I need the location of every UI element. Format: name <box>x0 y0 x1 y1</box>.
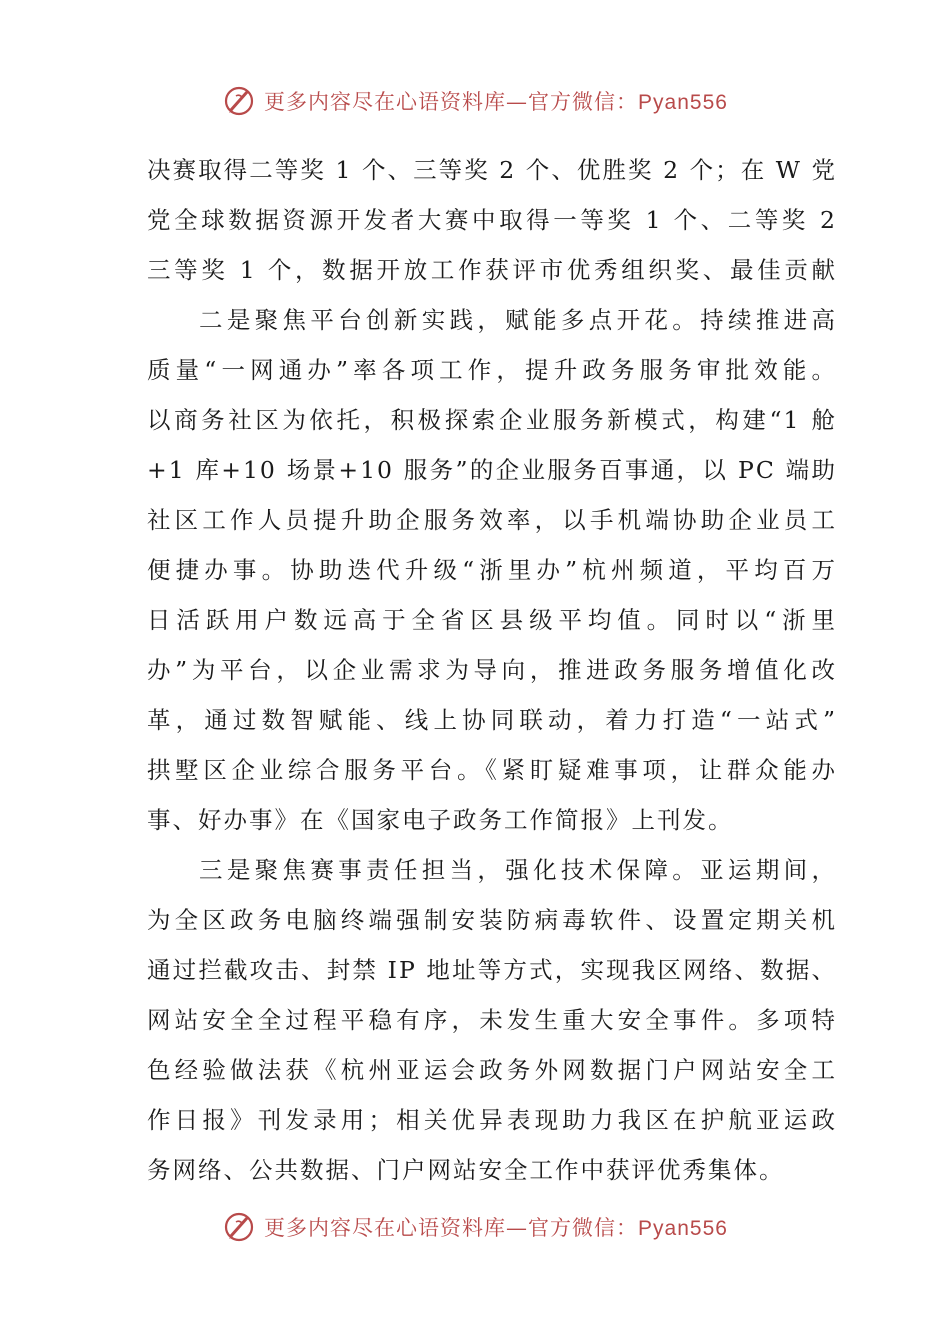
text-line: 通过拦截攻击、封禁 IP 地址等方式，实现我区网络、数据、 <box>147 956 837 984</box>
text-line: 办”为平台，以企业需求为导向，推进政务服务增值化改 <box>147 656 837 684</box>
pen-logo-icon <box>222 84 256 118</box>
paragraph-2-start: 二是聚焦平台创新实践，赋能多点开花。持续推进高 <box>199 306 837 334</box>
text-line: 事、好办事》在《国家电子政务工作简报》上刊发。 <box>147 806 734 834</box>
paragraph-3-start: 三是聚焦赛事责任担当，强化技术保障。亚运期间， <box>199 856 837 884</box>
text-line: 便捷办事。协助迭代升级“浙里办”杭州频道，平均百万 <box>147 556 837 584</box>
text-line: 网站安全全过程平稳有序，未发生重大安全事件。多项特 <box>147 1006 837 1034</box>
text-line: 革，通过数智赋能、线上协同联动，着力打造“一站式” <box>147 706 837 734</box>
text-line: 日活跃用户数远高于全省区县级平均值。同时以“浙里 <box>147 606 837 634</box>
text-line: 党全球数据资源开发者大赛中取得一等奖 1 个、二等奖 2 <box>147 206 837 234</box>
text-line: 质量“一网通办”率各项工作，提升政务服务审批效能。 <box>147 356 837 384</box>
watermark-text: 更多内容尽在心语资料库—官方微信：Pyan556 <box>264 90 728 114</box>
pen-logo-icon <box>222 1210 256 1244</box>
footer-watermark <box>0 1210 950 1244</box>
text-line: 以商务社区为依托，积极探索企业服务新模式，构建“1 舱 <box>147 406 837 434</box>
text-line: 三等奖 1 个，数据开放工作获评市优秀组织奖、最佳贡献 <box>147 256 837 284</box>
wechat-id: Pyan556 <box>638 1217 728 1240</box>
text-line: 作日报》刊发录用；相关优异表现助力我区在护航亚运政 <box>147 1106 837 1134</box>
text-line: +1 库+10 场景+10 服务”的企业服务百事通，以 PC 端助 <box>147 456 837 484</box>
text-line: 务网络、公共数据、门户网站安全工作中获评优秀集体。 <box>147 1156 785 1184</box>
text-line: 为全区政务电脑终端强制安装防病毒软件、设置定期关机 <box>147 906 837 934</box>
header-watermark <box>0 84 950 118</box>
text-line: 社区工作人员提升助企服务效率，以手机端协助企业员工 <box>147 506 837 534</box>
text-line: 决赛取得二等奖 1 个、三等奖 2 个、优胜奖 2 个；在 W 党 <box>147 156 837 184</box>
document-body <box>147 145 837 1195</box>
text-line: 色经验做法获《杭州亚运会政务外网数据门户网站安全工 <box>147 1056 837 1084</box>
watermark-text: 更多内容尽在心语资料库—官方微信：Pyan556 <box>264 1216 728 1240</box>
wechat-id: Pyan556 <box>638 91 728 114</box>
text-line: 拱墅区企业综合服务平台。《紧盯疑难事项，让群众能办 <box>147 756 837 784</box>
